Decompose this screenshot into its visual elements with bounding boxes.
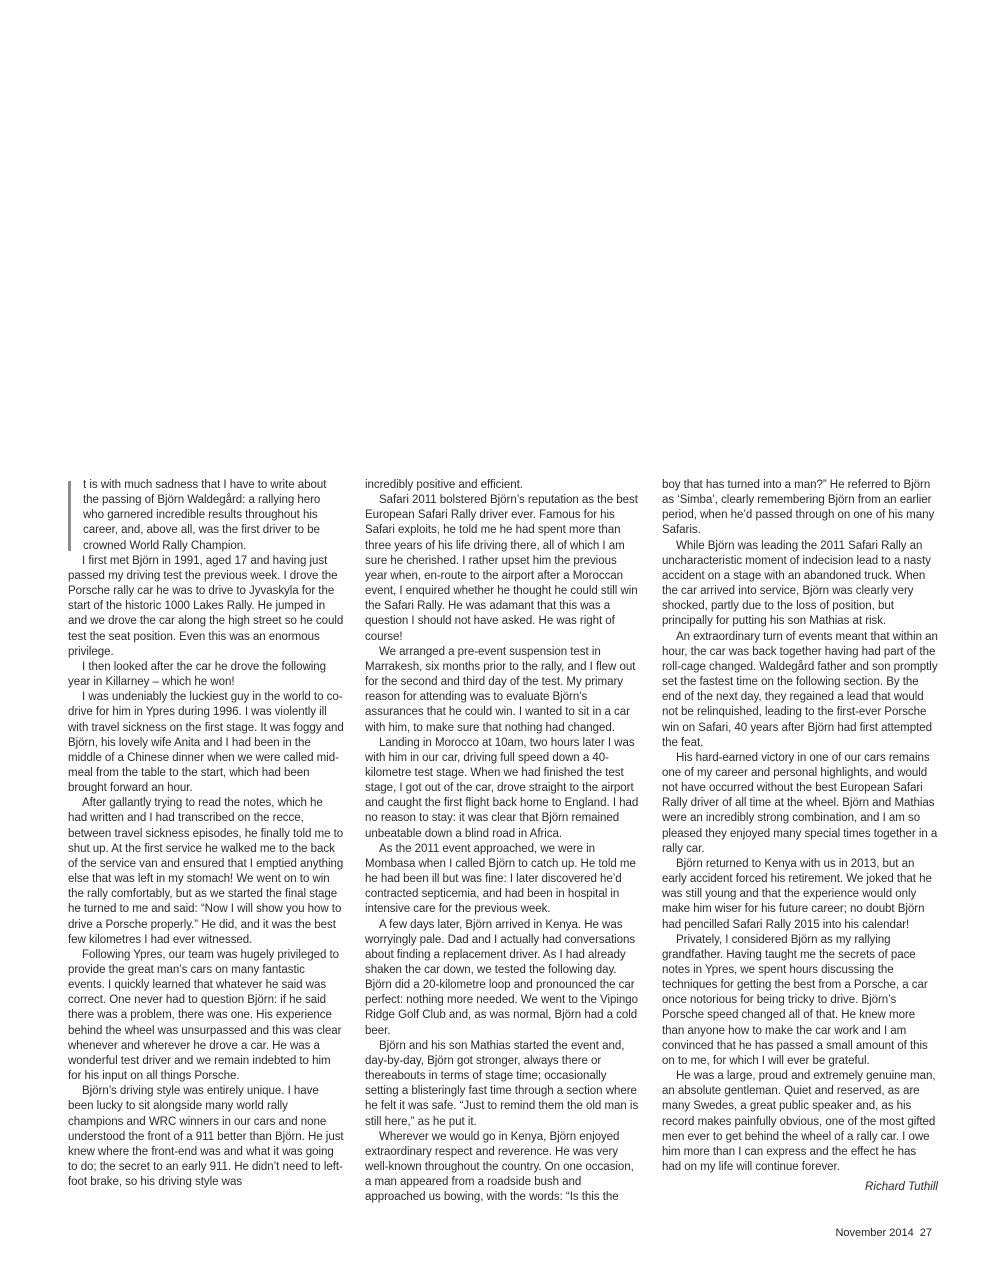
paragraph: Wherever we would go in Kenya, Björn enjoyed extraordinary respect and reverence. He was very well-known throughout the country. On one occasion, a man appeared from a roadside bush and approached us bowing, with the words: “Is this the (365, 1130, 634, 1204)
author-signature: Richard Tuthill (865, 1181, 938, 1194)
paragraph: incredibly positive and efficient. (365, 479, 523, 491)
opening-text: t is with much sadness that I have to write about the passing of Björn Waldegård: a rallying hero who garnered incredible results throughout his career, and, above all, was the first driver to be crowned World Rally Champion. (83, 479, 327, 552)
paragraph: Björn returned to Kenya with us in 2013, but an early accident forced his retirement. We joked that he was still young and that the experience would only make him wiser for his future career; no doubt Björn had pencilled Safari Rally 2015 into his calendar! (662, 857, 932, 931)
paragraph: Following Ypres, our team was hugely privileged to provide the great man’s cars on many fantastic events. I quickly learned that whatever he said was correct. One never had to question Björn: if he said there was a problem, there was one. His experience behind the wheel was unsurpassed and this was clear whenever and wherever he drove a car. He was a wonderful test driver and we remain indebted to him for his input on all things Porsche. (68, 948, 342, 1083)
opening-paragraph (68, 478, 344, 554)
paragraph: He was a large, proud and extremely genuine man, an absolute gentleman. Quiet and reserved, as are many Swedes, a great public speaker and, as his record makes painfully obvious, one of the most gifted men ever to get behind the wheel of a rally car. I owe him more than I can express and the effect he has had on my life will continue forever. (662, 1070, 936, 1174)
paragraph: Björn’s driving style was entirely unique. I have been lucky to sit alongside many world rally champions and WRC winners in our cars and none understood the front of a 911 better than Björn. He just knew where the front-end was and what it was going to do; the secret to an early 911. He didn’t need to left-foot brake, so his driving style was (68, 1085, 344, 1189)
paragraph: I first met Björn in 1991, aged 17 and having just passed my driving test the previous week. I drove the Porsche rally car he was to drive to Jyvaskyla for the start of the historic 1000 Lakes Rally. He jumped in and we drove the car along the high street so he could test the seat position. Even this was an enormous privilege. (68, 554, 344, 658)
paragraph: While Björn was leading the 2011 Safari Rally an uncharacteristic moment of indecision lead to a nasty accident on a stage with an abandoned truck. When the car arrived into service, Björn was clearly very shocked, partly due to the loss of position, but principally for putting his son Mathias at risk. (662, 539, 931, 628)
paragraph: We arranged a pre-event suspension test in Marrakesh, six months prior to the rally, and I flew out for the second and third day of the test. My primary reason for attending was to evaluate Björn’s assurances that he could win. I wanted to sit in a car with him, to make sure that nothing had changed. (365, 645, 636, 734)
paragraph: A few days later, Björn arrived in Kenya. He was worryingly pale. Dad and I actually had conversations about finding a replacement driver. As I had already shaken the car down, we tested the following day. Björn did a 20-kilometre loop and pronounced the car perfect: nothing more needed. We went to the Vipingo Ridge Golf Club and, as was normal, Björn had a cold beer. (365, 918, 638, 1037)
page-footer (829, 1227, 932, 1239)
paragraph: An extraordinary turn of events meant that within an hour, the car was back together having had part of the roll-cage changed. Waldegård father and son promptly set the fastest time on the following section. By the end of the next day, they regained a lead that would not be relinquished, leading to the first-ever Porsche win on Safari, 40 years after Björn had first attempted the feat. (662, 630, 938, 749)
paragraph: His hard-earned victory in one of our cars remains one of my career and personal highlights, and would not have occurred without the best European Safari Rally driver of all time at the wheel. Björn and Mathias were an incredibly strong combination, and I am so pleased they enjoyed many special times together in a rally car. (662, 751, 938, 855)
paragraph: After gallantly trying to read the notes, which he had written and I had transcribed on the recce, between travel sickness episodes, he finally told me to shut up. At the first service he walked me to the back of the service van and ensured that I emptied anything else that was left in my stomach! We went on to win the rally comfortably, but as we started the final stage he turned to me and said: “Now I will show you how to drive a Porsche properly.” He did, and it was the best few kilometres I had ever witnessed. (68, 797, 344, 946)
paragraph: Björn and his son Mathias started the event and, day-by-day, Björn got stronger, always there or thereabouts in terms of stage time; occasionally setting a blisteringly fast time through a section where he felt it was safe. “Just to remind them the old man is still here,” as he put it. (365, 1039, 639, 1128)
paragraph: boy that has turned into a man?” He referred to Björn as ‘Simba’, clearly remembering Björn from an earlier period, when he’d passed through on one of his many Safaris. (662, 479, 935, 537)
column-3 (662, 478, 938, 1206)
page-number: 27 (919, 1227, 932, 1239)
article-body (68, 478, 938, 1206)
column-2 (365, 478, 641, 1206)
paragraph: As the 2011 event approached, we were in Mombasa when I called Björn to catch up. He told me he had been ill but was fine: I later discovered he’d contracted septicemia, and had been in hospital in intensive care for the previous week. (365, 842, 636, 916)
drop-cap (68, 481, 71, 551)
issue-date: November 2014 (835, 1227, 914, 1239)
column-1 (68, 478, 344, 1206)
paragraph: Privately, I considered Björn as my rallying grandfather. Having taught me the secrets of pace notes in Ypres, we spent hours discussing the techniques for getting the best from a Porsche, a car once notorious for being tricky to drive. Björn’s Porsche speed changed all of that. He knew more than anyone how to make the car work and I am convinced that he has passed a small amount of this on to me, for which I will ever be grateful. (662, 933, 928, 1067)
paragraph: Landing in Morocco at 10am, two hours later I was with him in our car, driving full speed down a 40-kilometre test stage. When we had finished the test stage, I got out of the car, drove straight to the airport and caught the first flight back home to England. I had no reason to stay: it was clear that Björn remained unbeatable down a blind road in Africa. (365, 736, 639, 840)
paragraph: I was undeniably the luckiest guy in the world to co-drive for him in Ypres during 1996. I was violently ill with travel sickness on the first stage. It was foggy and Björn, his lovely wife Anita and I had been in the middle of a Chinese dinner when we were called mid-meal from the table to the start, which had been brought forward an hour. (68, 691, 344, 795)
paragraph: I then looked after the car he drove the following year in Killarney – which he won! (68, 660, 326, 689)
paragraph: Safari 2011 bolstered Björn’s reputation as the best European Safari Rally driver ever. Famous for his Safari exploits, he told me he had spent more than three years of his life driving there, all of which I am sure he cherished. I rather upset him the previous year when, en-route to the airport after a Moroccan event, I enquired whether he thought he could still win the Safari Rally. He was adamant that this was a question I should not have asked. He was right of course! (365, 494, 638, 643)
